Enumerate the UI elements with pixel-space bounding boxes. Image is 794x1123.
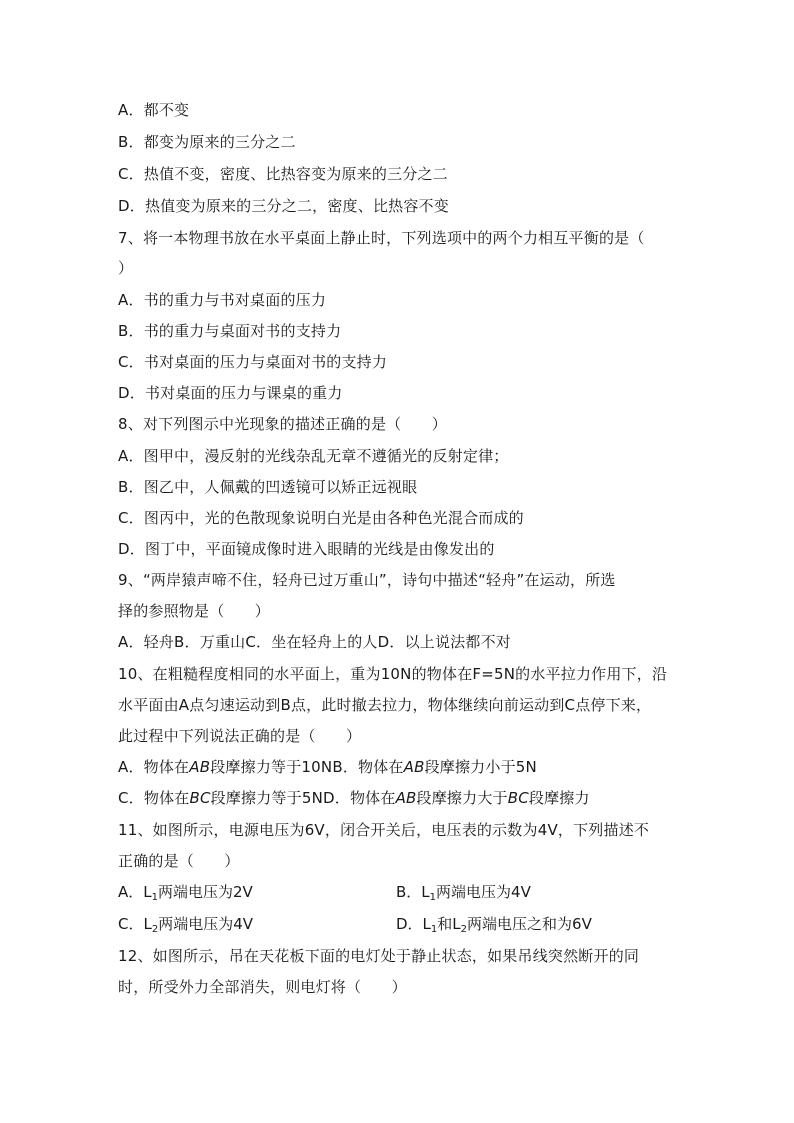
q12-stem-end: 时，所受外力全部消失，则电灯将（ ）: [118, 978, 407, 996]
q11-c-sub: 2: [151, 924, 159, 935]
q11-option-d: [396, 914, 592, 934]
q6-option-b: B．都变为原来的三分之二: [118, 133, 296, 151]
q7-option-c: C．书对桌面的压力与桌面对书的支持力: [118, 353, 388, 371]
q10-stem-cont: 水平面由A点匀速运动到B点，此时撤去拉力，物体继续向前运动到C点停下来，: [118, 696, 652, 714]
q11-options-row2: [118, 914, 678, 934]
q11-d-sub2: 2: [460, 924, 468, 935]
q11-a-sub: 1: [151, 892, 158, 903]
q10-a-prefix: A．物体在: [118, 758, 190, 776]
q8-option-a: A．图甲中，漫反射的光线杂乱无章不遵循光的反射定律；: [118, 447, 509, 465]
q8-stem: 8、对下列图示中光现象的描述正确的是（ ）: [118, 415, 447, 433]
q11-options-row1: [118, 882, 678, 902]
q10-c-prefix: C．物体在: [118, 789, 190, 807]
q10-stem-end: 此过程中下列说法正确的是（ ）: [118, 727, 362, 745]
q10-b-segment: AB: [403, 758, 425, 776]
q10-b-rest: 段摩擦力小于5N: [424, 758, 537, 776]
q11-c-post: 两端电压为4V: [158, 915, 254, 933]
q10-options-cd: [118, 788, 590, 808]
q11-a-pre: A．L: [118, 883, 152, 901]
q10-c-segment: BC: [189, 789, 211, 807]
q10-d-rest: 段摩擦力: [528, 789, 590, 807]
q11-option-b: [396, 882, 531, 902]
q11-d-sub1: 1: [430, 924, 438, 935]
q6-option-c: C．热值不变，密度、比热容变为原来的三分之二: [118, 165, 448, 183]
q8-option-d: D．图丁中，平面镜成像时进入眼睛的光线是由像发出的: [118, 540, 495, 558]
q11-c-pre: C．L: [118, 915, 152, 933]
q11-b-sub: 1: [429, 892, 437, 903]
q11-d-pre: D．L: [396, 915, 431, 933]
q11-option-c: [118, 914, 253, 934]
q11-d-mid: 和L: [437, 915, 461, 933]
q8-option-c: C．图丙中，光的色散现象说明白光是由各种色光混合而成的: [118, 509, 524, 527]
q7-stem-end: ）: [118, 259, 134, 277]
q11-d-post: 两端电压之和为6V: [467, 915, 592, 933]
q10-d-segment-2: BC: [507, 789, 529, 807]
q11-stem: 11、如图所示，电源电压为6V，闭合开关后，电压表的示数为4V，下列描述不: [118, 821, 650, 839]
q6-option-d: D．热值变为原来的三分之二，密度、比热容不变: [118, 197, 449, 215]
q9-stem-cont: 择的参照物是（ ）: [118, 602, 271, 620]
q10-stem: 10、在粗糙程度相同的水平面上，重为10N的物体在F=5N的水平拉力作用下，沿: [118, 665, 668, 683]
q10-a-segment: AB: [189, 758, 211, 776]
q8-option-b: B．图乙中，人佩戴的凹透镜可以矫正远视眼: [118, 478, 418, 496]
q7-stem: 7、将一本物理书放在水平桌面上静止时，下列选项中的两个力相互平衡的是（: [118, 229, 645, 247]
q10-d-mid: 段摩擦力大于: [416, 789, 508, 807]
q6-option-a: A．都不变: [118, 101, 190, 119]
q11-b-post: 两端电压为4V: [436, 883, 531, 901]
q9-options: A．轻舟B．万重山C．坐在轻舟上的人D．以上说法都不对: [118, 633, 511, 651]
q11-b-pre: B．L: [396, 883, 430, 901]
q9-stem: 9、“两岸猿声啼不住，轻舟已过万重山”，诗句中描述“轻舟”在运动，所选: [118, 571, 616, 589]
q10-c-rest: 段摩擦力等于5ND．物体在: [210, 789, 396, 807]
q10-a-rest: 段摩擦力等于10NB．物体在: [210, 758, 404, 776]
q10-options-ab: [118, 757, 537, 777]
q7-option-b: B．书的重力与桌面对书的支持力: [118, 322, 342, 340]
q7-option-a: A．书的重力与书对桌面的压力: [118, 291, 327, 309]
q10-d-segment-1: AB: [395, 789, 417, 807]
q11-option-a: [118, 882, 253, 902]
q11-a-post: 两端电压为2V: [158, 883, 253, 901]
q11-stem-end: 正确的是（ ）: [118, 852, 240, 870]
q7-option-d: D．书对桌面的压力与课桌的重力: [118, 384, 343, 402]
q12-stem: 12、如图所示，吊在天花板下面的电灯处于静止状态，如果吊线突然断开的同: [118, 947, 640, 965]
